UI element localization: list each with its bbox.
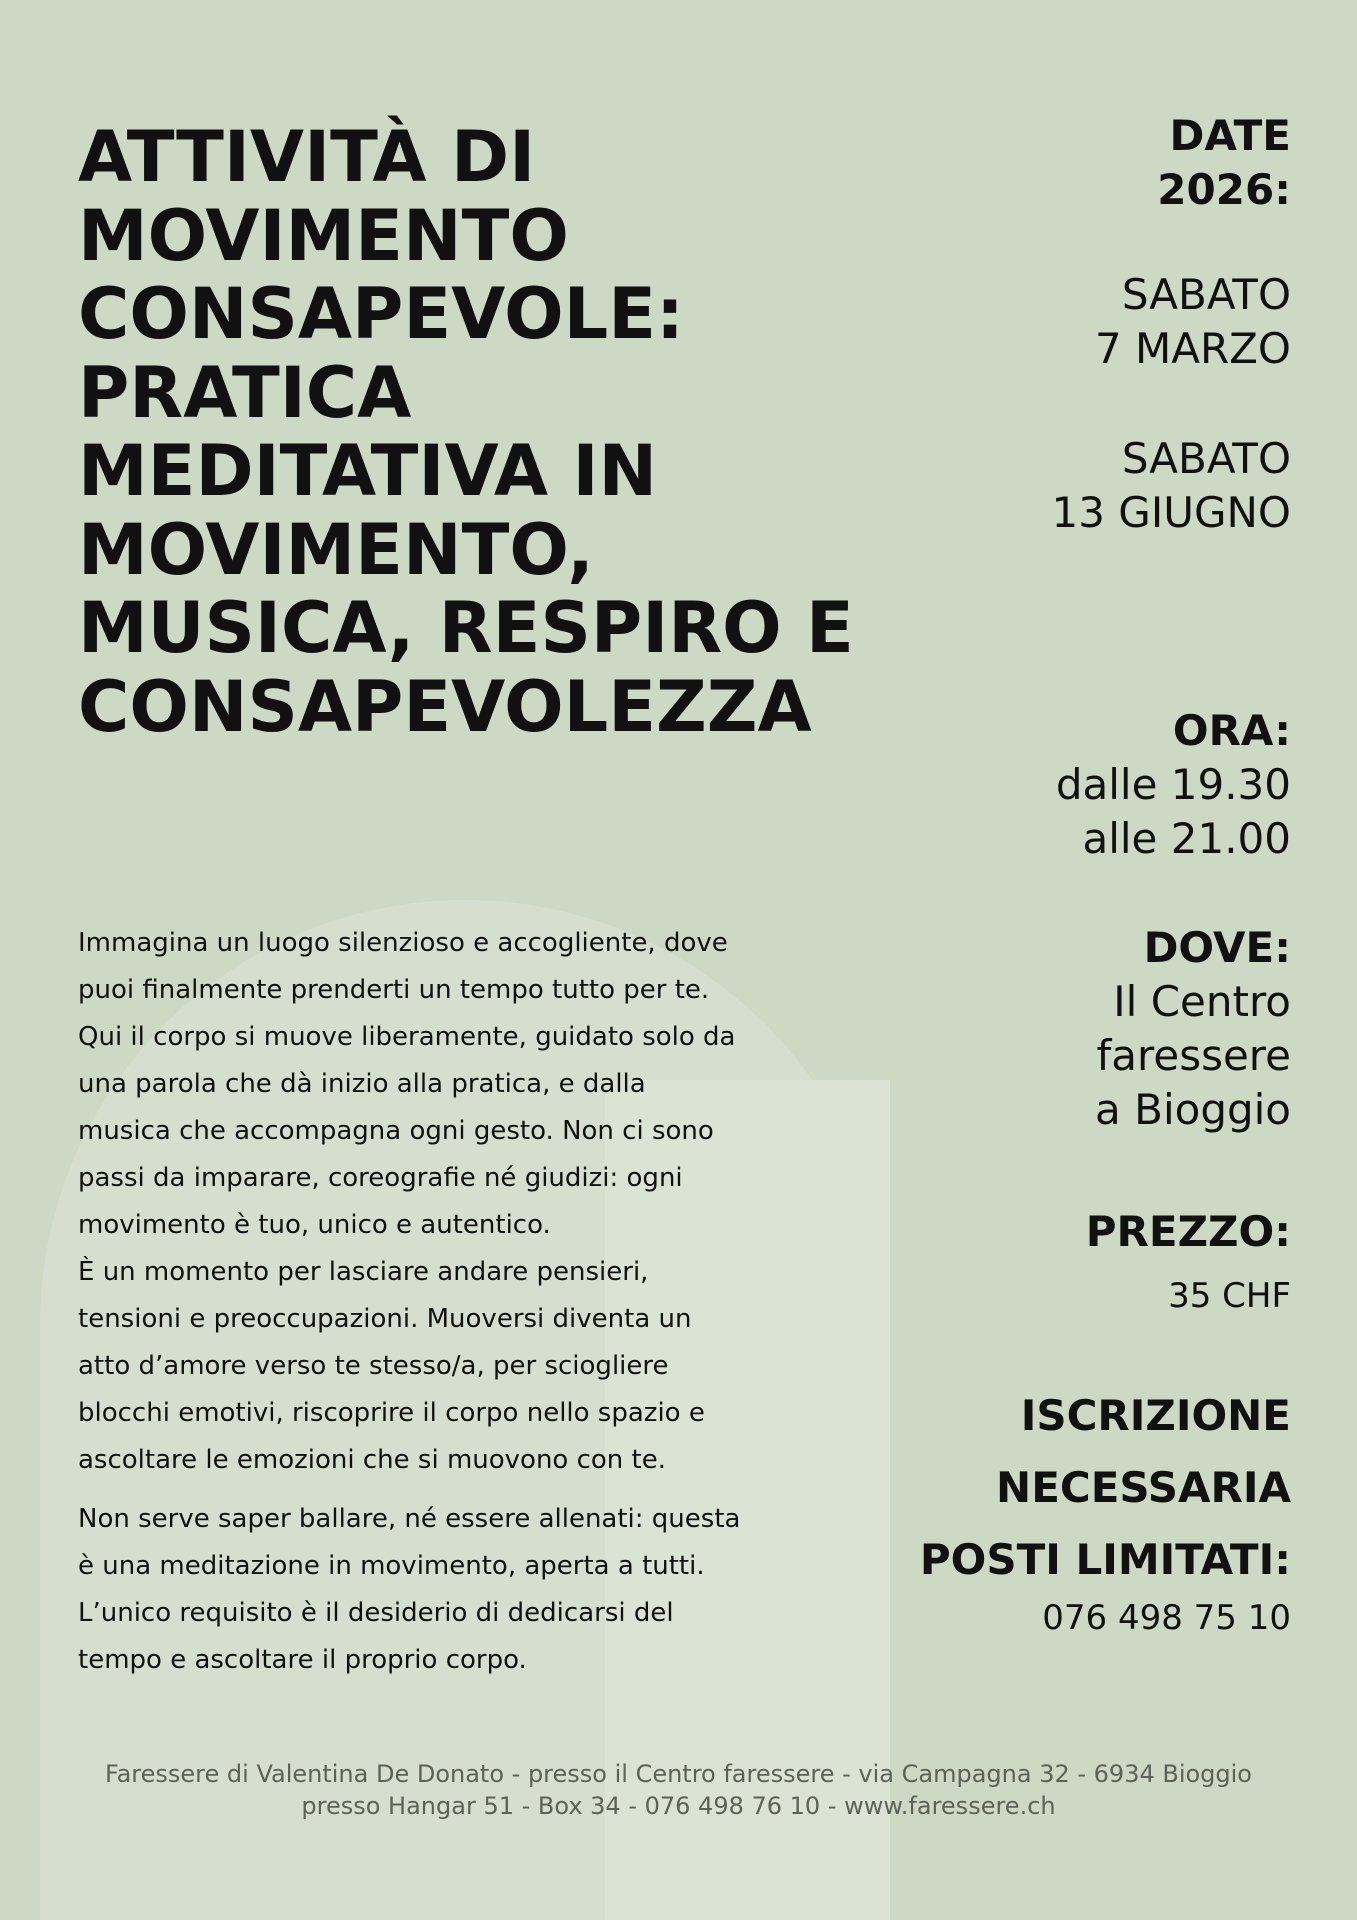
time-block (871, 704, 1291, 866)
date-1: SABATO 7 MARZO (1094, 270, 1291, 373)
phone-number: 076 498 75 10 (1042, 1598, 1291, 1638)
date-2-block (871, 432, 1291, 540)
dates-block (871, 109, 1291, 217)
price-block (871, 1205, 1291, 1259)
description-paragraph-2: Non serve saper ballare, né essere allenati: questa è una meditazione in movimento, aperta a tutti. L’unico requisito è il desiderio di dedicarsi del tempo e ascoltare il proprio corpo. (78, 1504, 741, 1675)
price-value: 35 CHF (1168, 1276, 1291, 1316)
place-value: Il Centro faressere a Bioggio (1095, 977, 1291, 1134)
time-heading: ORA: (1172, 706, 1291, 755)
price-value-block (871, 1271, 1291, 1321)
description (78, 920, 853, 1684)
footer-line-1: Faressere di Valentina De Donato - presso il Centro faressere - via Campagna 32 - 6934 Bioggio (104, 1760, 1252, 1788)
footer-line-2: presso Hangar 51 - Box 34 - 076 498 76 10 - www.faressere.ch (301, 1792, 1056, 1820)
dates-heading: DATE 2026: (1157, 111, 1291, 214)
page-title: ATTIVITÀ DI MOVIMENTO CONSAPEVOLE: PRATICA MEDITATIVA IN MOVIMENTO, MUSICA, RESPIRO E CONSAPEVOLEZZA (78, 116, 854, 748)
date-1-block (871, 268, 1291, 376)
signup-line-2: NECESSARIA (996, 1463, 1291, 1512)
place-block (871, 921, 1291, 1137)
time-value: dalle 19.30 alle 21.00 (1055, 760, 1291, 863)
price-heading: PREZZO: (1085, 1207, 1291, 1256)
signup-line-3: POSTI LIMITATI: (919, 1535, 1291, 1584)
description-paragraph-1: Immagina un luogo silenzioso e accogliente, dove puoi finalmente prenderti un tempo tutto per te. Qui il corpo si muove liberamente, guidato solo da una parola che dà inizio alla pratica, e dalla musica che accompagna ogni gesto. Non ci sono passi da imparare, coreografie né giudizi: ogni movimento è tuo, unico e autentico. È un momento per lasciare andare pensieri, tensioni e preoccupazioni. Muoversi diventa un atto d’amore verso te stesso/a, per sciogliere blocchi emotivi, riscoprire il corpo nello spazio e ascoltare le emozioni che si muovono con te. (78, 928, 736, 1475)
signup-block (871, 1380, 1291, 1596)
footer (0, 1758, 1357, 1822)
date-2: SABATO 13 GIUGNO (1051, 434, 1291, 537)
phone-block (871, 1593, 1291, 1643)
place-heading: DOVE: (1143, 923, 1291, 972)
signup-line-1: ISCRIZIONE (1020, 1391, 1291, 1440)
